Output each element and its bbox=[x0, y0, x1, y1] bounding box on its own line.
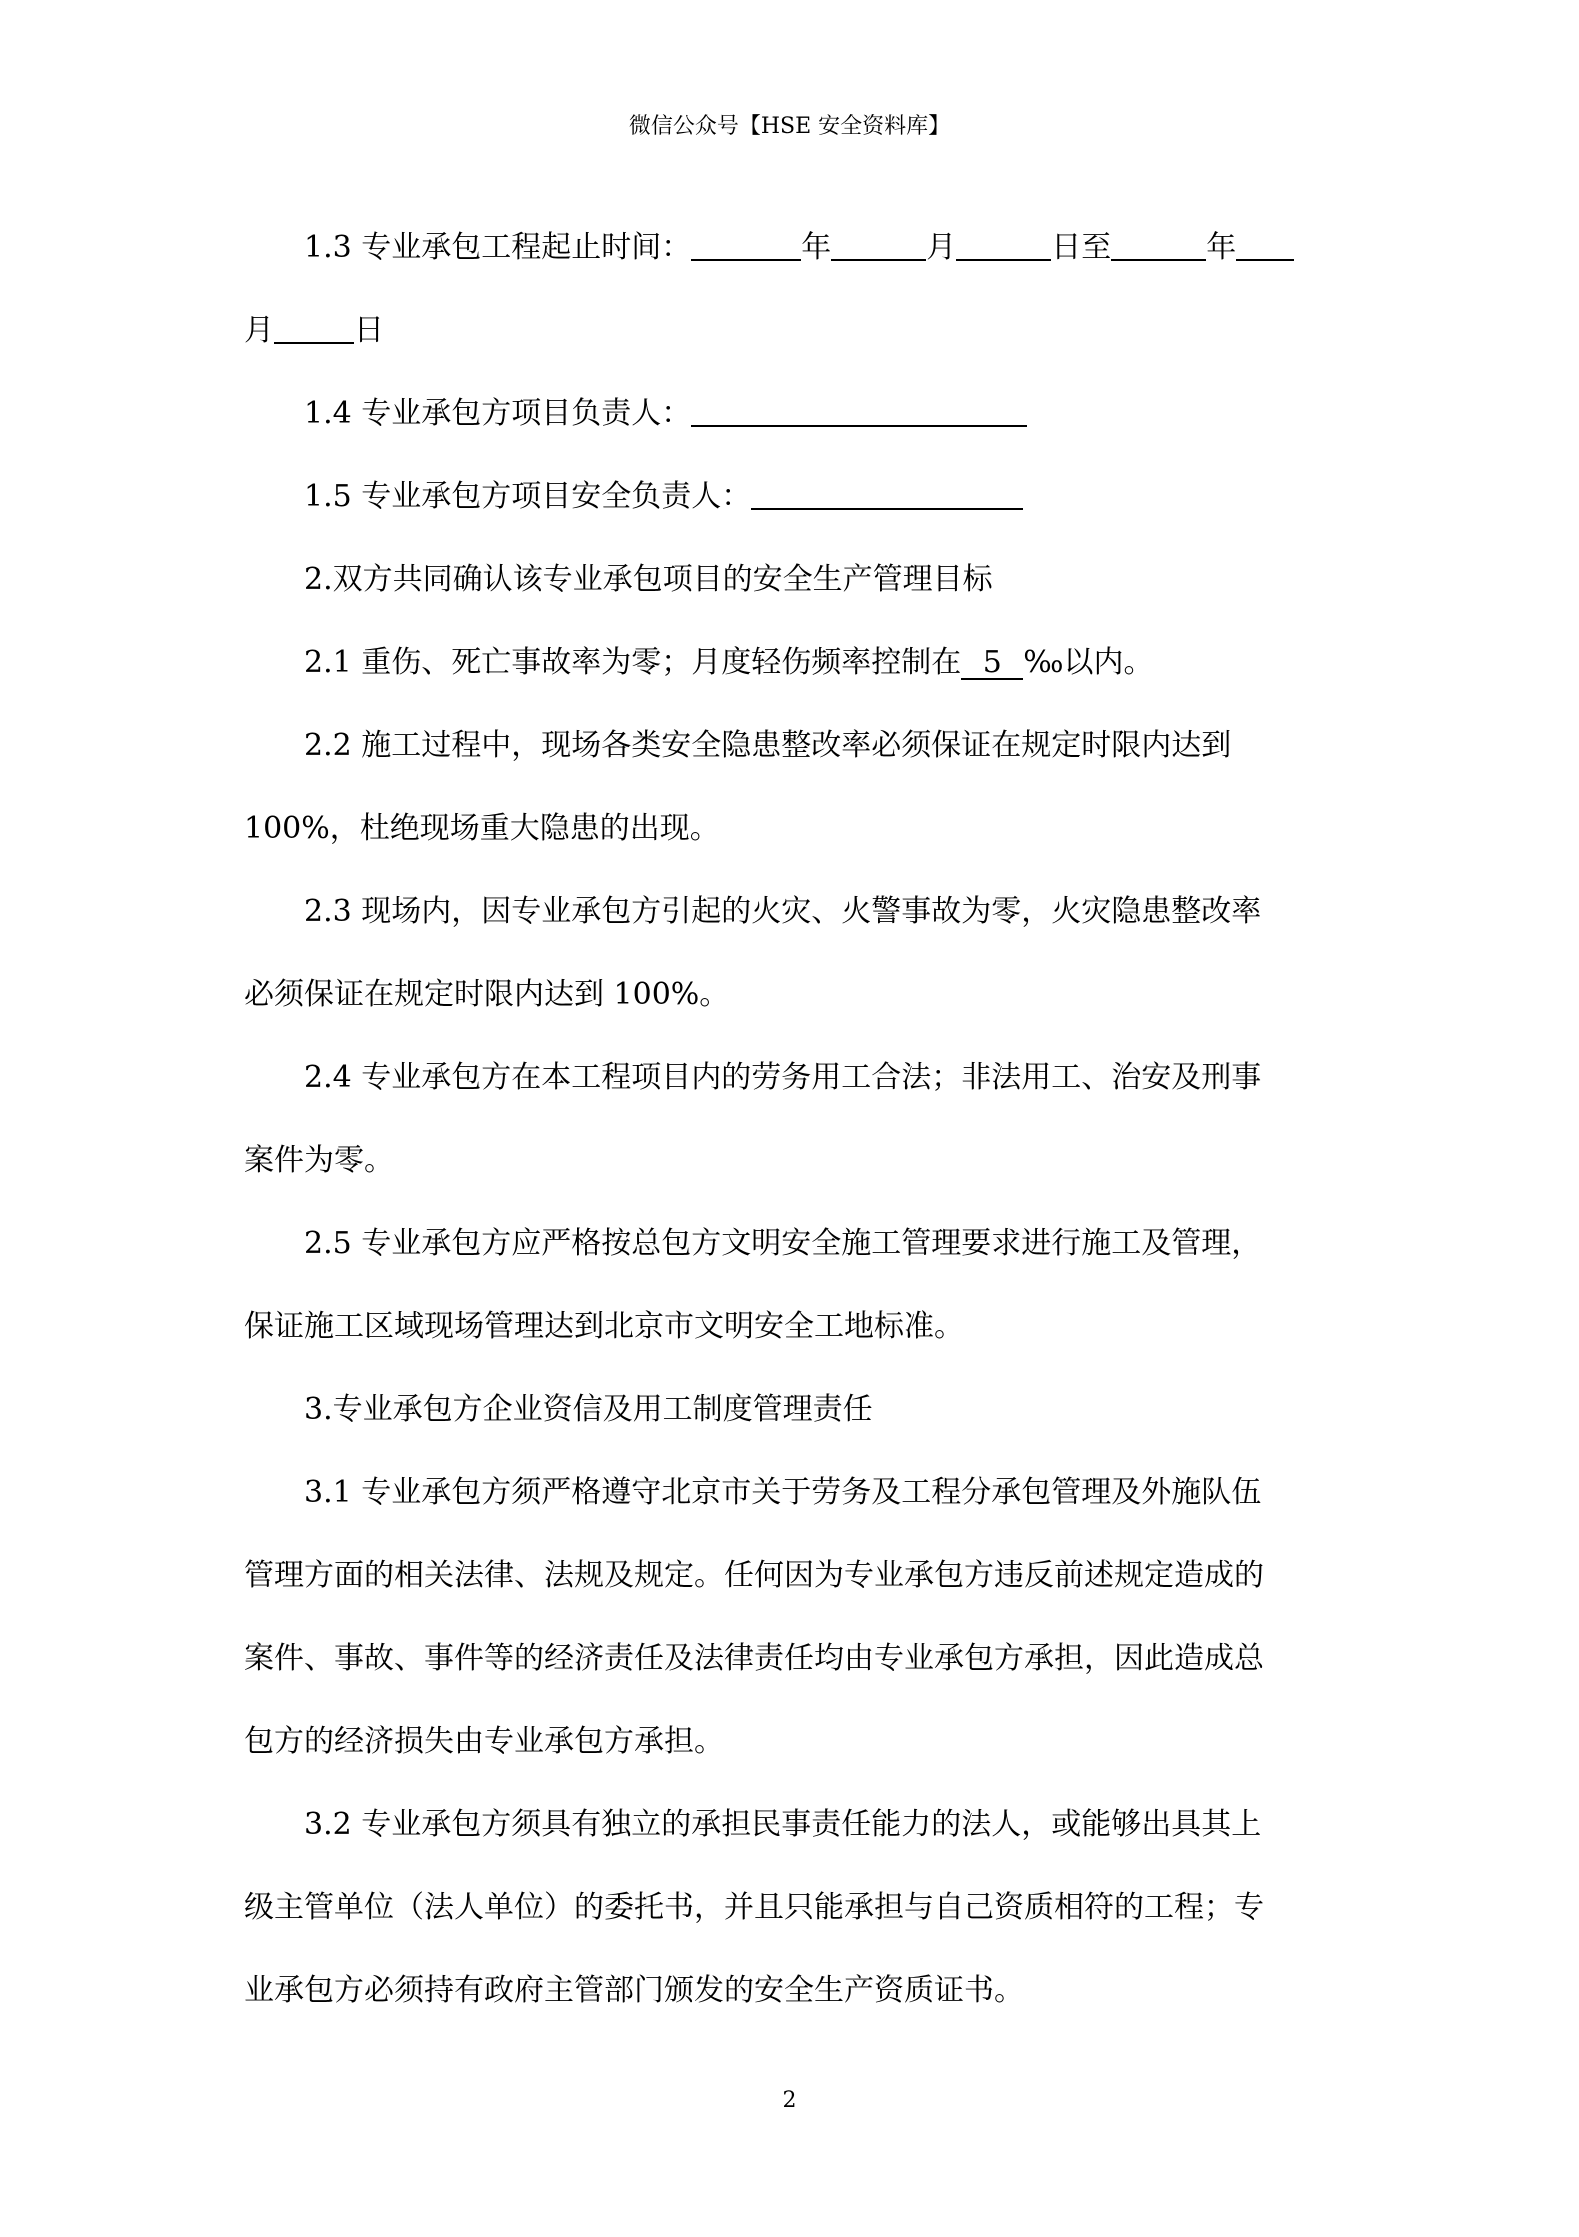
line-3-2-cont-b: 业承包方必须持有政府主管部门颁发的安全生产资质证书。 bbox=[244, 1973, 1024, 2008]
line-2: 2.双方共同确认该专业承包项目的安全生产管理目标 bbox=[304, 562, 993, 597]
label-month-2: 月 bbox=[244, 313, 274, 348]
line-2-3-cont: 必须保证在规定时限内达到 100%。 bbox=[244, 977, 730, 1012]
blank-safety-manager[interactable] bbox=[751, 478, 1023, 510]
label-year: 年 bbox=[801, 230, 832, 265]
injury-rate-value: 5 bbox=[961, 648, 1023, 680]
blank-end-year[interactable] bbox=[1111, 229, 1206, 261]
line-1-3-cont bbox=[244, 289, 1344, 372]
document-body bbox=[244, 206, 1344, 2032]
line-3-1: 3.1 专业承包方须严格遵守北京市关于劳务及工程分承包管理及外施队伍 bbox=[304, 1475, 1262, 1510]
label-year-2: 年 bbox=[1206, 230, 1237, 265]
blank-end-day[interactable] bbox=[274, 312, 354, 344]
label-injury-rate: 2.1 重伤、死亡事故率为零；月度轻伤频率控制在 bbox=[304, 645, 962, 680]
page-number: 2 bbox=[782, 2088, 797, 2113]
blank-start-month[interactable] bbox=[831, 229, 926, 261]
page-header: 微信公众号【HSE 安全资料库】 bbox=[628, 114, 951, 139]
blank-end-month-a[interactable] bbox=[1236, 229, 1294, 261]
line-3-2-cont-a: 级主管单位（法人单位）的委托书，并且只能承担与自己资质相符的工程；专 bbox=[244, 1890, 1264, 1925]
line-1-5 bbox=[244, 455, 1344, 538]
label-period: 1.3 专业承包工程起止时间： bbox=[304, 230, 692, 265]
label-permille: ‰以内。 bbox=[1023, 645, 1154, 680]
line-1-3-period bbox=[244, 206, 1344, 289]
line-3: 3.专业承包方企业资信及用工制度管理责任 bbox=[304, 1392, 873, 1427]
line-2-2: 2.2 施工过程中，现场各类安全隐患整改率必须保证在规定时限内达到 bbox=[304, 728, 1232, 763]
line-2-3: 2.3 现场内，因专业承包方引起的火灾、火警事故为零，火灾隐患整改率 bbox=[304, 894, 1262, 929]
label-day-to: 日至 bbox=[1051, 230, 1112, 265]
line-3-2: 3.2 专业承包方须具有独立的承担民事责任能力的法人，或能够出具其上 bbox=[304, 1807, 1262, 1842]
label-safety-manager: 1.5 专业承包方项目安全负责人： bbox=[304, 479, 752, 514]
line-2-5: 2.5 专业承包方应严格按总包方文明安全施工管理要求进行施工及管理， bbox=[304, 1226, 1262, 1261]
line-3-1-cont-c: 包方的经济损失由专业承包方承担。 bbox=[244, 1724, 724, 1759]
blank-start-year[interactable] bbox=[691, 229, 801, 261]
line-1-4 bbox=[244, 372, 1344, 455]
label-project-manager: 1.4 专业承包方项目负责人： bbox=[304, 396, 692, 431]
line-2-2-cont: 100%，杜绝现场重大隐患的出现。 bbox=[244, 811, 720, 846]
line-2-4-cont: 案件为零。 bbox=[244, 1143, 394, 1178]
line-2-1 bbox=[244, 621, 1344, 704]
blank-project-manager[interactable] bbox=[691, 395, 1027, 427]
blank-start-day[interactable] bbox=[956, 229, 1051, 261]
label-day-2: 日 bbox=[354, 313, 384, 348]
label-month: 月 bbox=[926, 230, 957, 265]
line-2-5-cont: 保证施工区域现场管理达到北京市文明安全工地标准。 bbox=[244, 1309, 964, 1344]
line-3-1-cont-b: 案件、事故、事件等的经济责任及法律责任均由专业承包方承担，因此造成总 bbox=[244, 1641, 1264, 1676]
line-3-1-cont-a: 管理方面的相关法律、法规及规定。任何因为专业承包方违反前述规定造成的 bbox=[244, 1558, 1264, 1593]
line-2-4: 2.4 专业承包方在本工程项目内的劳务用工合法；非法用工、治安及刑事 bbox=[304, 1060, 1262, 1095]
